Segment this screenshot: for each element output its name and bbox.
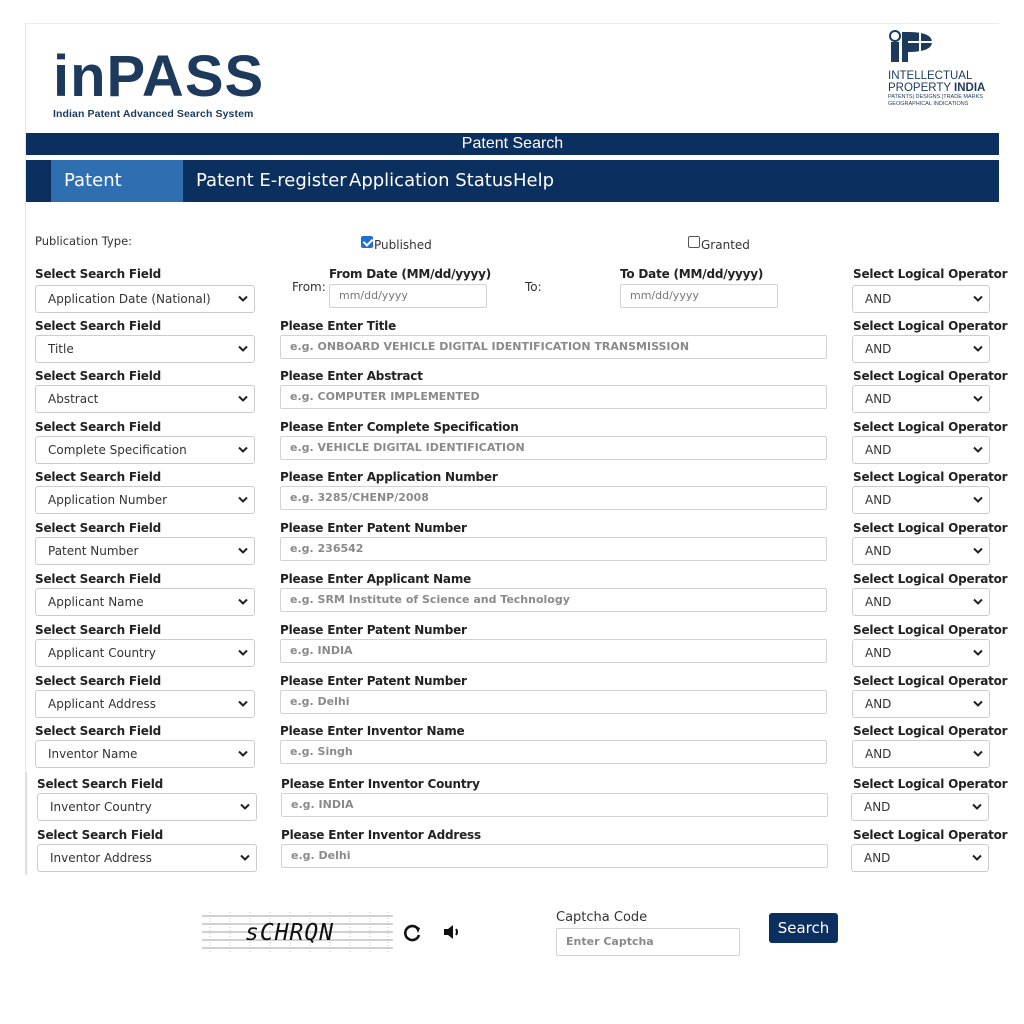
logical-operator-label: Select Logical Operator [853,470,1008,484]
inpass-logo [53,44,265,120]
search-input[interactable]: e.g. COMPUTER IMPLEMENTED [280,385,827,409]
chevron-down-icon [972,854,982,862]
logo-right-line2 [888,82,998,94]
search-input[interactable]: e.g. INDIA [280,639,827,663]
search-input[interactable]: e.g. 236542 [280,537,827,561]
date-op-label: Select Logical Operator [853,267,1008,281]
published-checkbox[interactable] [361,236,373,248]
logical-operator-label: Select Logical Operator [853,674,1008,688]
logical-operator-label: Select Logical Operator [853,724,1008,738]
chevron-down-icon [238,598,248,606]
search-field-select[interactable] [35,588,255,616]
search-field-value: Applicant Address [48,697,156,711]
from-label: From: [292,280,326,294]
chevron-down-icon [973,295,983,303]
logical-operator-label: Select Logical Operator [853,369,1008,383]
logical-operator-value: AND [864,851,891,865]
search-field-value: Application Number [48,493,168,507]
search-field-select[interactable] [37,793,257,821]
tab-patent-e-register[interactable]: Patent E-register [196,170,347,191]
logo-in: in [53,44,107,109]
main-nav [26,160,999,233]
chevron-down-icon [238,295,248,303]
search-field-select[interactable] [35,690,255,718]
chevron-down-icon [972,803,982,811]
tab-application-status[interactable]: Application Status [349,170,513,191]
search-field-value: Inventor Country [50,800,152,814]
logo-right-line3: PATENTS| DESIGNS |TRADE MARKS [888,94,983,100]
logical-operator-label: Select Logical Operator [853,319,1008,333]
logical-operator-select[interactable] [852,740,990,768]
logical-operator-value: AND [865,697,892,711]
granted-label: Granted [701,238,750,252]
chevron-down-icon [973,547,983,555]
input-label: Please Enter Applicant Name [280,572,472,586]
search-field-select[interactable] [35,436,255,464]
input-label: Please Enter Patent Number [280,623,467,637]
logical-operator-label: Select Logical Operator [853,777,1008,791]
logo-pass: PASS [106,44,265,109]
date-field-select[interactable] [35,285,255,313]
search-field-label: Select Search Field [37,828,164,842]
logo-subtitle: Indian Patent Advanced Search System [53,108,254,120]
logical-operator-label: Select Logical Operator [853,623,1008,637]
input-label: Please Enter Abstract [280,369,423,383]
search-input[interactable]: e.g. Delhi [281,844,828,868]
chevron-down-icon [238,649,248,657]
search-input[interactable]: e.g. SRM Institute of Science and Technology [280,588,827,612]
logical-operator-select[interactable] [852,486,990,514]
chevron-down-icon [238,547,248,555]
logical-operator-label: Select Logical Operator [853,828,1008,842]
search-field-select[interactable] [35,537,255,565]
search-input[interactable]: e.g. ONBOARD VEHICLE DIGITAL IDENTIFICATION TRANSMISSION [280,335,827,359]
to-date-input[interactable]: mm/dd/yyyy [620,284,778,308]
chevron-down-icon [238,700,248,708]
search-field-label: Select Search Field [37,777,164,791]
search-field-select[interactable] [35,639,255,667]
captcha-text: sCHRQN [245,920,335,946]
ip-india-logo [888,30,998,110]
search-field-value: Applicant Country [48,646,156,660]
tab-help[interactable]: Help [513,170,555,191]
logical-operator-select[interactable] [852,588,990,616]
logical-operator-label: Select Logical Operator [853,572,1008,586]
chevron-down-icon [238,446,248,454]
input-label: Please Enter Inventor Country [281,777,480,791]
search-button[interactable]: Search [769,913,838,943]
ip-india-emblem-icon [888,30,936,62]
to-date-heading: To Date (MM/dd/yyyy) [620,267,764,281]
logical-operator-value: AND [864,800,891,814]
chevron-down-icon [973,649,983,657]
search-field-label: Select Search Field [35,674,162,688]
date-field-value: Application Date (National) [48,292,211,306]
chevron-down-icon [973,496,983,504]
logical-operator-value: AND [865,443,892,457]
logo-right-line1: INTELLECTUAL [888,70,973,82]
captcha-input[interactable]: Enter Captcha [556,928,740,956]
search-field-value: Abstract [48,392,99,406]
chevron-down-icon [240,854,250,862]
search-field-select[interactable] [37,844,257,872]
date-field-label: Select Search Field [35,267,162,281]
logical-operator-select[interactable] [852,690,990,718]
search-field-label: Select Search Field [35,470,162,484]
search-field-value: Complete Specification [48,443,187,457]
input-label: Please Enter Patent Number [280,674,467,688]
logo-right-line4: GEOGRAPHICAL INDICATIONS [888,100,969,107]
search-field-value: Inventor Address [50,851,152,865]
search-field-select[interactable] [35,740,255,768]
chevron-down-icon [238,496,248,504]
logical-operator-value: AND [865,544,892,558]
publication-type-label: Publication Type: [35,234,133,248]
logical-operator-value: AND [865,392,892,406]
logical-operator-value: AND [865,342,892,356]
chevron-down-icon [973,446,983,454]
logical-operator-select[interactable] [852,335,990,363]
search-field-value: Inventor Name [48,747,138,761]
logo-right-line2b: INDIA [954,82,986,94]
search-input[interactable]: e.g. Singh [280,740,827,764]
from-date-heading: From Date (MM/dd/yyyy) [329,267,492,281]
tab-patent-search[interactable]: Patent Search [51,160,183,202]
search-field-value: Patent Number [48,544,139,558]
search-input[interactable]: e.g. VEHICLE DIGITAL IDENTIFICATION [280,436,827,460]
logical-operator-value: AND [865,646,892,660]
chevron-down-icon [238,395,248,403]
logo-right-line2a: PROPERTY [888,82,955,94]
from-date-input[interactable]: mm/dd/yyyy [329,284,487,308]
logical-operator-value: AND [865,493,892,507]
input-label: Please Enter Title [280,319,397,333]
search-input[interactable]: e.g. 3285/CHENP/2008 [280,486,827,510]
to-label: To: [525,280,542,294]
logical-operator-select[interactable] [852,436,990,464]
chevron-down-icon [973,345,983,353]
inpass-logo-mark [53,44,265,109]
chevron-down-icon [238,750,248,758]
search-input[interactable]: e.g. Delhi [280,690,827,714]
logical-operator-select[interactable] [852,639,990,667]
logical-operator-label: Select Logical Operator [853,521,1008,535]
search-field-label: Select Search Field [35,319,162,333]
chevron-down-icon [973,395,983,403]
search-field-label: Select Search Field [35,724,162,738]
date-op-select[interactable] [852,285,990,313]
logical-operator-value: AND [865,747,892,761]
page-title: Patent Search [26,133,999,155]
chevron-down-icon [973,598,983,606]
search-field-label: Select Search Field [35,521,162,535]
chevron-down-icon [973,750,983,758]
search-field-label: Select Search Field [35,369,162,383]
search-field-select[interactable] [35,335,255,363]
search-field-label: Select Search Field [35,623,162,637]
chevron-down-icon [240,803,250,811]
chevron-down-icon [973,700,983,708]
search-field-label: Select Search Field [35,420,162,434]
logical-operator-label: Select Logical Operator [853,420,1008,434]
date-op-value: AND [865,292,892,306]
granted-checkbox[interactable] [688,236,700,248]
row-divider [26,772,27,875]
logical-operator-select[interactable] [851,793,989,821]
captcha-code-label: Captcha Code [556,910,648,925]
search-field-value: Applicant Name [48,595,144,609]
chevron-down-icon [238,345,248,353]
input-label: Please Enter Complete Specification [280,420,519,434]
input-label: Please Enter Application Number [280,470,498,484]
logical-operator-select[interactable] [852,385,990,413]
search-field-select[interactable] [35,385,255,413]
published-label: Published [374,238,432,252]
input-label: Please Enter Inventor Name [280,724,465,738]
logical-operator-select[interactable] [852,537,990,565]
refresh-icon[interactable] [403,923,423,943]
input-label: Please Enter Inventor Address [281,828,481,842]
search-input[interactable]: e.g. INDIA [281,793,828,817]
speaker-icon[interactable] [442,922,462,942]
search-field-value: Title [48,342,74,356]
logical-operator-select[interactable] [851,844,989,872]
search-field-select[interactable] [35,486,255,514]
logical-operator-value: AND [865,595,892,609]
input-label: Please Enter Patent Number [280,521,467,535]
search-field-label: Select Search Field [35,572,162,586]
